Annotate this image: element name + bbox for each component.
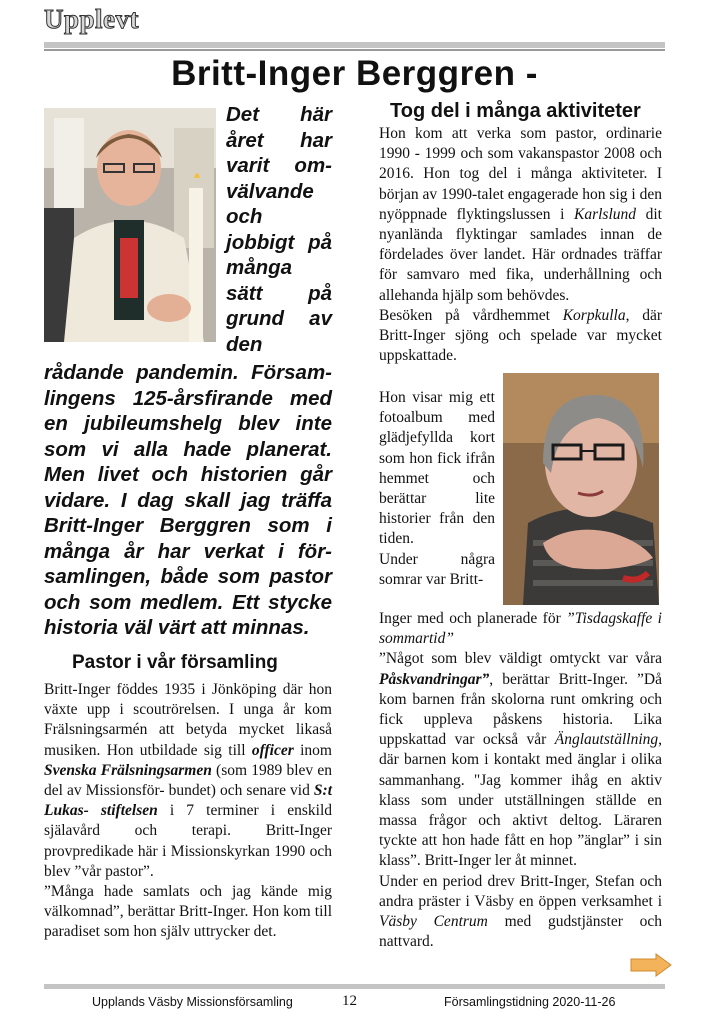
right-paragraph-1 — [379, 124, 662, 306]
text-emphasis: Korpkulla — [562, 306, 626, 324]
text-emphasis: Påskvandringar” — [379, 670, 490, 688]
text-span: , berättar Britt-Inger. ”Då kom barnen från skolorna runt omkring och fick uppleva påskens historia. Lika uppskattad var också vår — [379, 670, 662, 749]
arrow-right-icon[interactable] — [630, 953, 672, 982]
page-number: 12 — [342, 993, 357, 1009]
text-emphasis: ”Tisdagskaffe i sommartid” — [379, 610, 662, 648]
right-paragraph-2 — [379, 306, 662, 367]
text-emphasis: officer — [251, 741, 294, 759]
text-span: , där barnen kom i kontakt med änglar i olika sammanhang. "Jag kommer ihåg en aktiv klass som under utställningen ställde en massa frågor och aktivt deltog. Läraren tyckte att hon hade fått en hop ”änglar” i sin klass”. Britt-Inger ler åt minnet. — [379, 731, 662, 870]
text-span: ”Något som blev väldigt omtyckt var våra — [379, 650, 662, 668]
header-divider-line — [44, 49, 665, 51]
intro-text-wide: rådande pandemin. Försam- lingens 125-årsfirande med en jubileumshelg blev inte som vi alla hade planerat. Men livet och historien går vidare. I dag skall jag träffa Britt-Inger Berggren som i många år har verkat i för- samlingen, både som pastor och som medlem. Ett stycke historia väl värt att minnas. — [44, 361, 332, 639]
footer-divider — [44, 984, 665, 989]
text-span: dit nyanlända flyktingar samlades innan de fördelades över landet. Här ordnades träffar för samvaro med fika, underhållning och allehanda hjälp som behövdes. — [379, 205, 662, 304]
text-emphasis: Väsby Centrum — [379, 913, 488, 931]
text-emphasis: Änglautställning — [554, 731, 659, 749]
right-paragraph-6 — [379, 872, 662, 953]
right-paragraph-3: Hon visar mig ett fotoalbum med glädjefyllda kort som hon fick ifrån hemmet och berättar lite historier från den tiden. — [379, 389, 495, 548]
text-emphasis: Karlslund — [574, 205, 637, 223]
text-emphasis: S:t Lukas- stiftelsen — [44, 782, 332, 820]
text-span: (som 1989 blev en del av Missionsför- bundet) och senare vid — [44, 761, 332, 800]
header-divider — [44, 42, 665, 48]
right-column-text — [379, 124, 662, 366]
left-paragraph-2: ”Många hade samlats och jag kände mig välkomnad”, berättar Britt-Inger. Hon kom till paradiset som hon själv uttrycker det. — [44, 883, 332, 941]
right-heading: Tog del i många aktiviteter — [390, 100, 641, 122]
right-column-continued-text — [379, 609, 662, 952]
left-paragraph-1 — [44, 680, 332, 882]
arrow-right-icon-shape — [630, 953, 672, 977]
section-header: Upplevt — [44, 4, 140, 34]
right-paragraph-4a: Under några somrar var Britt- — [379, 550, 495, 588]
text-span: Hon kom att verka som pastor, ordinarie 1990 - 1999 och som vakanspastor 2008 och 2016. Hon tog del i många aktiviteter. I början av 1990-talet engagerade hon sig i den nyöppnade flyktingslussen i — [379, 125, 662, 223]
photo-britt-inger-portrait — [503, 373, 659, 605]
left-heading: Pastor i vår församling — [72, 652, 278, 673]
text-span: med gudstjänster och nattvard. — [379, 913, 662, 951]
text-span: i 7 terminer i enskild själavård och terapi. Britt-Inger provpredikade här i Missionskyrkan 1990 och blev ”vår pastor”. — [44, 802, 333, 880]
left-column-text — [44, 680, 332, 943]
text-span: , där Britt-Inger sjöng och spelade var mycket uppskattade. — [379, 306, 663, 365]
text-span: Inger med och planerade för — [379, 610, 567, 627]
footer-organization: Upplands Väsby Missionsförsamling — [92, 995, 293, 1009]
photo-pastor-candle-image — [44, 108, 216, 342]
text-span: Besöken på vårdhemmet — [379, 306, 563, 324]
right-paragraph-4b — [379, 609, 662, 649]
right-paragraph-5 — [379, 649, 662, 871]
intro-text-narrow: Det här året har varit om- välvande och jobbigt på många sätt på grund av den — [226, 103, 332, 356]
text-span: Under en period drev Britt-Inger, Stefan och andra präster i Väsby en öppen verksamhet i — [379, 872, 662, 910]
right-column-narrow-text — [379, 388, 495, 590]
text-span: Britt-Inger föddes 1935 i Jönköping där hon växte upp i scoutrörelsen. I unga år kom Frälsningsarmén att betyda mycket likaså musiken. Hon utbildade sig till — [44, 681, 332, 759]
text-span: inom — [293, 741, 332, 759]
article-title: Britt-Inger Berggren - — [171, 54, 538, 93]
text-emphasis: Svenska Frälsningsarmen — [44, 761, 212, 779]
photo-portrait-image — [503, 373, 659, 605]
footer-publication-date: Församlingstidning 2020-11-26 — [444, 995, 616, 1009]
photo-pastor-candle — [44, 108, 216, 342]
